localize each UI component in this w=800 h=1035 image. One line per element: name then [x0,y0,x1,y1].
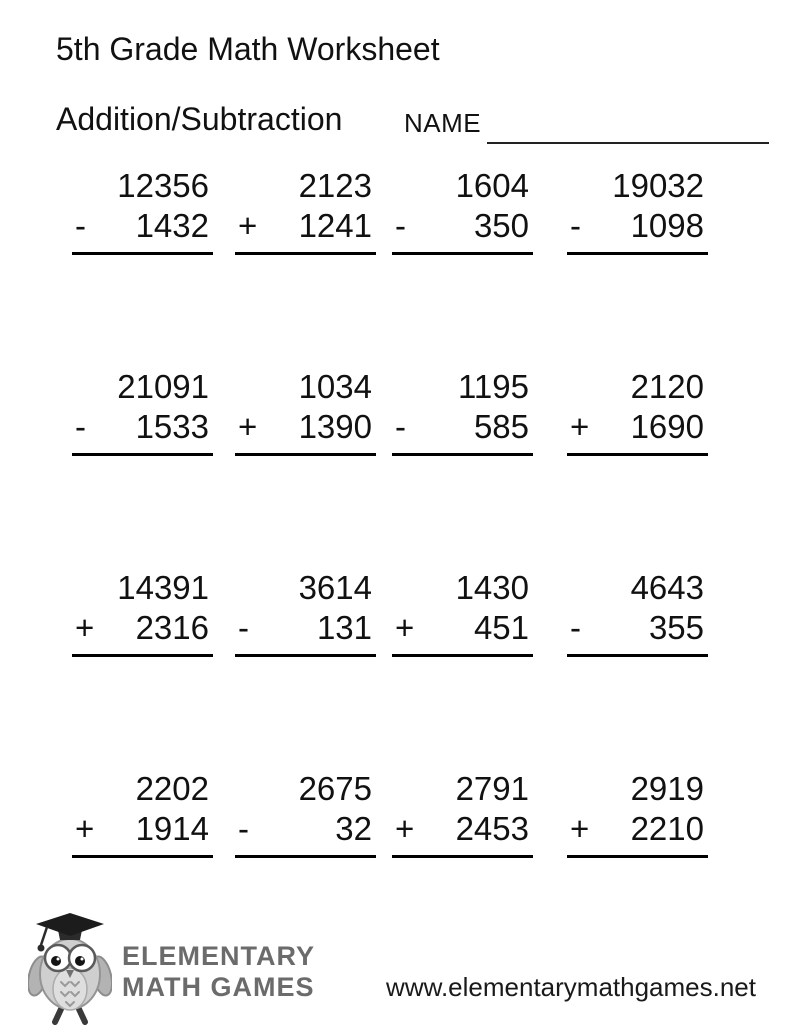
operand-row [72,407,213,447]
elementary-math-games-logo [28,912,315,1031]
answer-line [72,252,213,255]
math-problem-10 [235,568,376,657]
math-problem-9 [72,568,213,657]
operator: + [395,810,415,847]
top-operand: 14391 [117,569,209,606]
problems-grid [72,166,708,858]
top-operand: 2675 [298,770,372,807]
worksheet-subtitle: Addition/Subtraction [56,101,343,137]
top-operand: 2123 [298,167,372,204]
answer-line [567,654,708,657]
operand-row [72,206,213,246]
answer-line [567,855,708,858]
top-operand: 4643 [630,569,704,606]
top-operand: 19032 [612,167,704,204]
answer-line [567,252,708,255]
worksheet-title: 5th Grade Math Worksheet [56,31,440,67]
top-operand: 1604 [455,167,529,204]
bottom-operand: 32 [335,810,372,847]
answer-line [392,453,533,456]
top-operand: 12356 [117,167,209,204]
math-problem-12 [567,568,708,657]
top-operand: 1034 [298,368,372,405]
operand-row [567,608,708,648]
operand-row [235,206,376,246]
operator: + [570,408,590,445]
answer-line [235,654,376,657]
math-problem-1 [72,166,213,255]
logo-text [122,941,315,1003]
operand-row [392,407,533,447]
operand-row [392,206,533,246]
operator: - [75,408,86,445]
logo-line1: ELEMENTARY [122,940,316,971]
answer-line [567,453,708,456]
answer-line [392,654,533,657]
bottom-operand: 131 [316,609,372,646]
bottom-operand: 1098 [630,207,704,244]
answer-line [235,252,376,255]
bottom-operand: 1914 [135,810,209,847]
bottom-operand: 350 [473,207,529,244]
math-problem-3 [392,166,533,255]
operand-row [567,206,708,246]
math-problem-6 [235,367,376,456]
top-operand: 3614 [298,569,372,606]
name-blank-line [487,114,769,144]
bottom-operand: 1432 [135,207,209,244]
operator: + [570,810,590,847]
answer-line [392,252,533,255]
answer-line [72,855,213,858]
answer-line [235,453,376,456]
operator: + [75,810,95,847]
owl-graduate-icon [28,912,112,1031]
bottom-operand: 1533 [135,408,209,445]
name-field-group [404,108,769,138]
operand-row [235,407,376,447]
operator: - [395,207,406,244]
operand-row [235,608,376,648]
top-operand: 2919 [630,770,704,807]
operand-row [392,809,533,849]
top-operand: 2120 [630,368,704,405]
bottom-operand: 1390 [298,408,372,445]
bottom-operand: 1690 [630,408,704,445]
math-problem-4 [567,166,708,255]
operand-row [72,809,213,849]
operand-row [72,608,213,648]
operator: - [238,609,249,646]
bottom-operand: 1241 [298,207,372,244]
operand-row [567,407,708,447]
website-url: www.elementarymathgames.net [386,972,756,1002]
top-operand: 2791 [455,770,529,807]
top-operand: 1430 [455,569,529,606]
operator: + [395,609,415,646]
operand-row [567,809,708,849]
bottom-operand: 2210 [630,810,704,847]
math-problem-2 [235,166,376,255]
operator: - [75,207,86,244]
math-problem-14 [235,769,376,858]
math-problem-7 [392,367,533,456]
math-problem-8 [567,367,708,456]
operator: - [570,609,581,646]
math-problem-13 [72,769,213,858]
answer-line [72,654,213,657]
logo-line2: MATH GAMES [122,971,315,1002]
operator: - [570,207,581,244]
answer-line [72,453,213,456]
math-problem-11 [392,568,533,657]
top-operand: 21091 [117,368,209,405]
operator: - [238,810,249,847]
bottom-operand: 585 [473,408,529,445]
top-operand: 2202 [135,770,209,807]
operator: + [238,207,258,244]
bottom-operand: 355 [648,609,704,646]
operand-row [392,608,533,648]
top-operand: 1195 [458,368,529,405]
math-problem-15 [392,769,533,858]
operator: + [75,609,95,646]
operator: - [395,408,406,445]
bottom-operand: 451 [473,609,529,646]
name-label: NAME [404,108,482,138]
bottom-operand: 2453 [455,810,529,847]
answer-line [392,855,533,858]
operand-row [235,809,376,849]
math-problem-16 [567,769,708,858]
operator: + [238,408,258,445]
math-problem-5 [72,367,213,456]
bottom-operand: 2316 [135,609,209,646]
answer-line [235,855,376,858]
